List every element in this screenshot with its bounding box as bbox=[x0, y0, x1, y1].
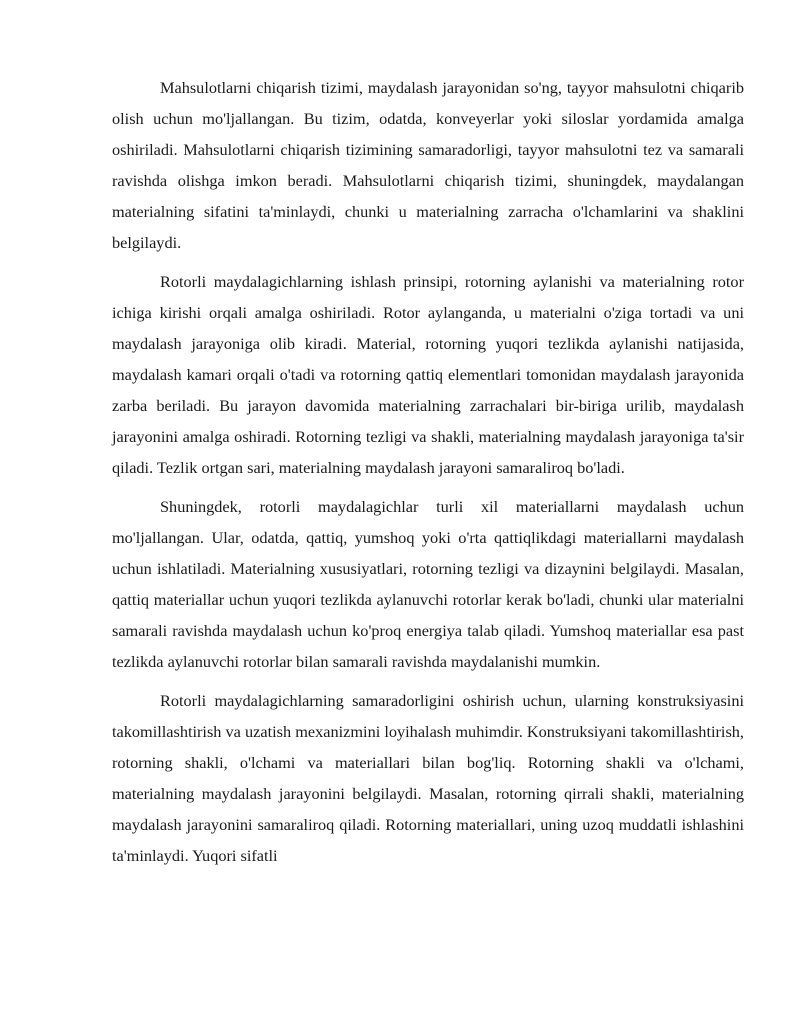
paragraph-4: Rotorli maydalagichlarning samaradorligini oshirish uchun, ularning konstruksiyasini takomillashtirish va uzatish mexanizmini loyihalash muhimdir. Konstruksiyani takomillashtirish, rotorning shakli, o'lchami va materiallari bilan bog'liq. Rotorning shakli va o'lchami, materialning maydalash jarayonini belgilaydi. Masalan, rotorning qirrali shakli, materialning maydalash jarayonini samaraliroq qiladi. Rotorning materiallari, uning uzoq muddatli ishlashini ta'minlaydi. Yuqori sifatli bbox=[112, 691, 744, 865]
paragraph-3: Shuningdek, rotorli maydalagichlar turli xil materiallarni maydalash uchun mo'ljallangan. Ular, odatda, qattiq, yumshoq yoki o'rta qattiqlikdagi materiallarni maydalash uchun ishlatiladi. Materialning xususiyatlari, rotorning tezligi va dizaynini belgilaydi. Masalan, qattiq materiallar uchun yuqori tezlikda aylanuvchi rotorlar kerak bo'ladi, chunki ular materialni samarali ravishda maydalash uchun ko'proq energiya talab qiladi. Yumshoq materiallar esa past tezlikda aylanuvchi rotorlar bilan samarali ravishda maydalanishi mumkin. bbox=[112, 497, 744, 671]
document-page bbox=[112, 72, 744, 879]
paragraph-1: Mahsulotlarni chiqarish tizimi, maydalash jarayonidan so'ng, tayyor mahsulotni chiqarib olish uchun mo'ljallangan. Bu tizim, odatda, konveyerlar yoki siloslar yordamida amalga oshiriladi. Mahsulotlarni chiqarish tizimining samaradorligi, tayyor mahsulotni tez va samarali ravishda olishga imkon beradi. Mahsulotlarni chiqarish tizimi, shuningdek, maydalangan materialning sifatini ta'minlaydi, chunki u materialning zarracha o'lchamlarini va shaklini belgilaydi. bbox=[112, 78, 744, 252]
paragraph-2: Rotorli maydalagichlarning ishlash prinsipi, rotorning aylanishi va materialning rotor ichiga kirishi orqali amalga oshiriladi. Rotor aylanganda, u materialni o'ziga tortadi va uni maydalash jarayoniga olib kiradi. Material, rotorning yuqori tezlikda aylanishi natijasida, maydalash kamari orqali o'tadi va rotorning qattiq elementlari tomonidan maydalash jarayonida zarba beriladi. Bu jarayon davomida materialning zarrachalari bir-biriga urilib, maydalash jarayonini amalga oshiradi. Rotorning tezligi va shakli, materialning maydalash jarayoniga ta'sir qiladi. Tezlik ortgan sari, materialning maydalash jarayoni samaraliroq bo'ladi. bbox=[112, 272, 744, 477]
